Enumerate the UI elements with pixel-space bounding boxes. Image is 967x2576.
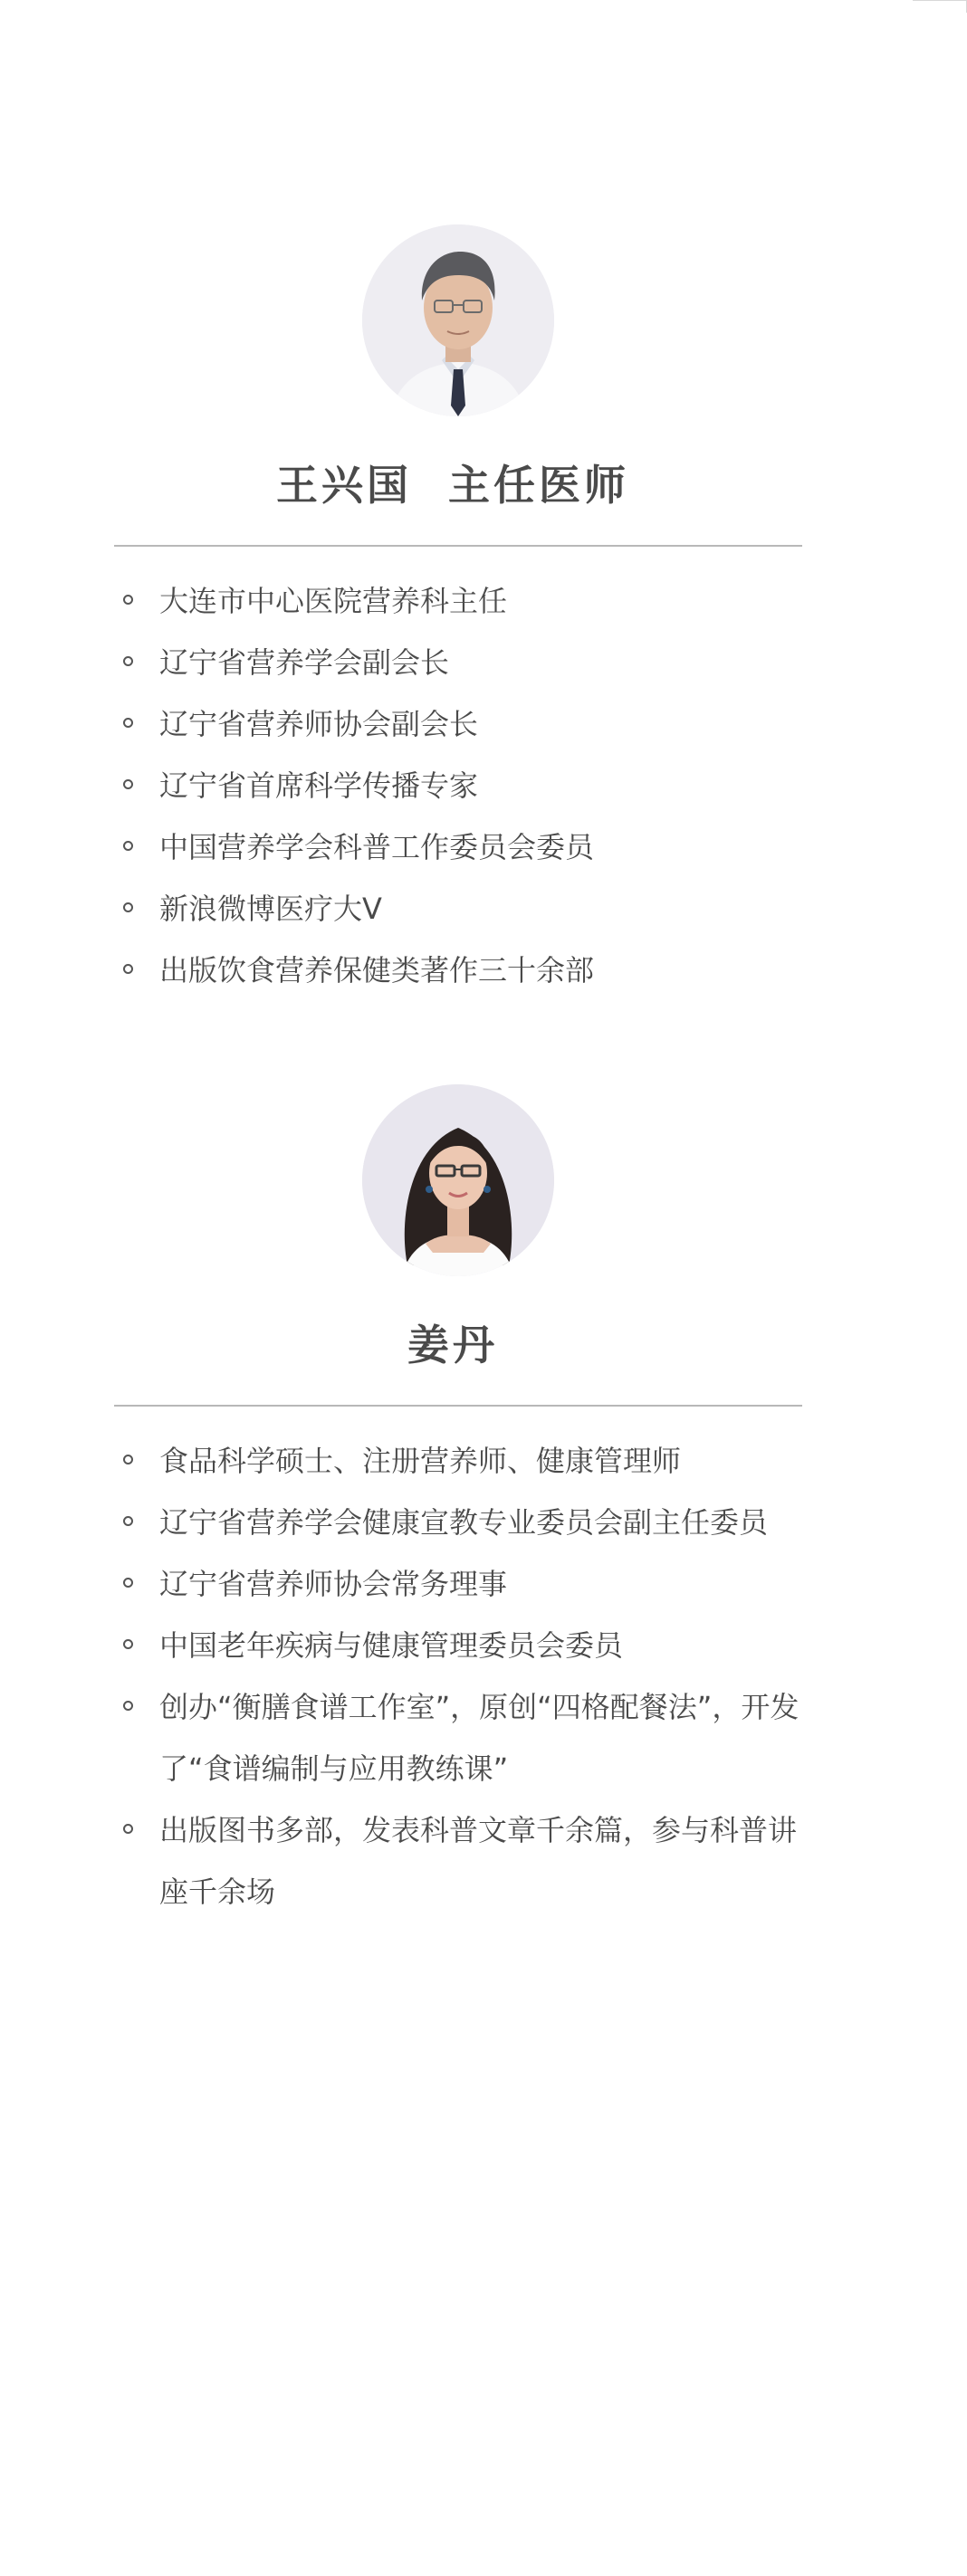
list-item: [123, 632, 811, 693]
bio-list: [123, 1430, 811, 1922]
bullet-circle-icon: [123, 841, 133, 851]
list-item: [123, 755, 811, 816]
list-item: [123, 1615, 811, 1676]
bullet-circle-icon: [123, 1639, 133, 1649]
list-item-text: 中国营养学会科普工作委员会委员: [159, 830, 595, 864]
list-item: [123, 940, 811, 1001]
list-item-text: 辽宁省营养学会健康宣教专业委员会副主任委员: [159, 1505, 769, 1540]
list-item-text: 辽宁省营养师协会副会长: [159, 707, 479, 741]
list-item: [123, 1799, 811, 1922]
list-item: [123, 1492, 811, 1553]
list-item: [123, 816, 811, 878]
bullet-circle-icon: [123, 1824, 133, 1834]
divider: [114, 545, 802, 547]
doctor-name: 王兴国 主任医师: [275, 461, 630, 510]
bullet-circle-icon: [123, 1455, 133, 1465]
avatar: [362, 1084, 554, 1276]
avatar: [362, 224, 554, 416]
list-item: [123, 1553, 811, 1615]
bullet-circle-icon: [123, 718, 133, 728]
corner-frame-line: [913, 0, 967, 13]
list-item-text: 辽宁省首席科学传播专家: [159, 768, 479, 803]
list-item: [123, 1676, 811, 1799]
bio-list: [123, 570, 811, 1001]
list-item-text: 辽宁省营养学会副会长: [159, 645, 450, 680]
bullet-circle-icon: [123, 1516, 133, 1526]
bullet-circle-icon: [123, 779, 133, 789]
list-item-text: 中国老年疾病与健康管理委员会委员: [159, 1628, 624, 1663]
list-item: [123, 878, 811, 940]
divider: [114, 1405, 802, 1407]
list-item: [123, 1430, 811, 1492]
bullet-circle-icon: [123, 964, 133, 974]
doctor-name: 姜丹: [407, 1321, 498, 1369]
list-item-text: 新浪微博医疗大V: [159, 892, 382, 926]
bullet-circle-icon: [123, 595, 133, 605]
list-item-text: 创办“衡膳食谱工作室”，原创“四格配餐法”，开发了“食谱编制与应用教练课”: [159, 1690, 799, 1786]
list-item-text: 食品科学硕士、注册营养师、健康管理师: [159, 1444, 682, 1478]
bullet-circle-icon: [123, 902, 133, 912]
list-item: [123, 570, 811, 632]
male-doctor-portrait-icon: [362, 224, 554, 416]
female-portrait-with-glasses-icon: [362, 1084, 554, 1276]
bullet-circle-icon: [123, 1701, 133, 1711]
list-item: [123, 693, 811, 755]
list-item-text: 辽宁省营养师协会常务理事: [159, 1567, 508, 1601]
list-item-text: 出版图书多部，发表科普文章千余篇，参与科普讲座千余场: [159, 1813, 798, 1909]
list-item-text: 出版饮食营养保健类著作三十余部: [159, 953, 595, 987]
bullet-circle-icon: [123, 656, 133, 666]
bullet-circle-icon: [123, 1578, 133, 1588]
list-item-text: 大连市中心医院营养科主任: [159, 584, 508, 618]
